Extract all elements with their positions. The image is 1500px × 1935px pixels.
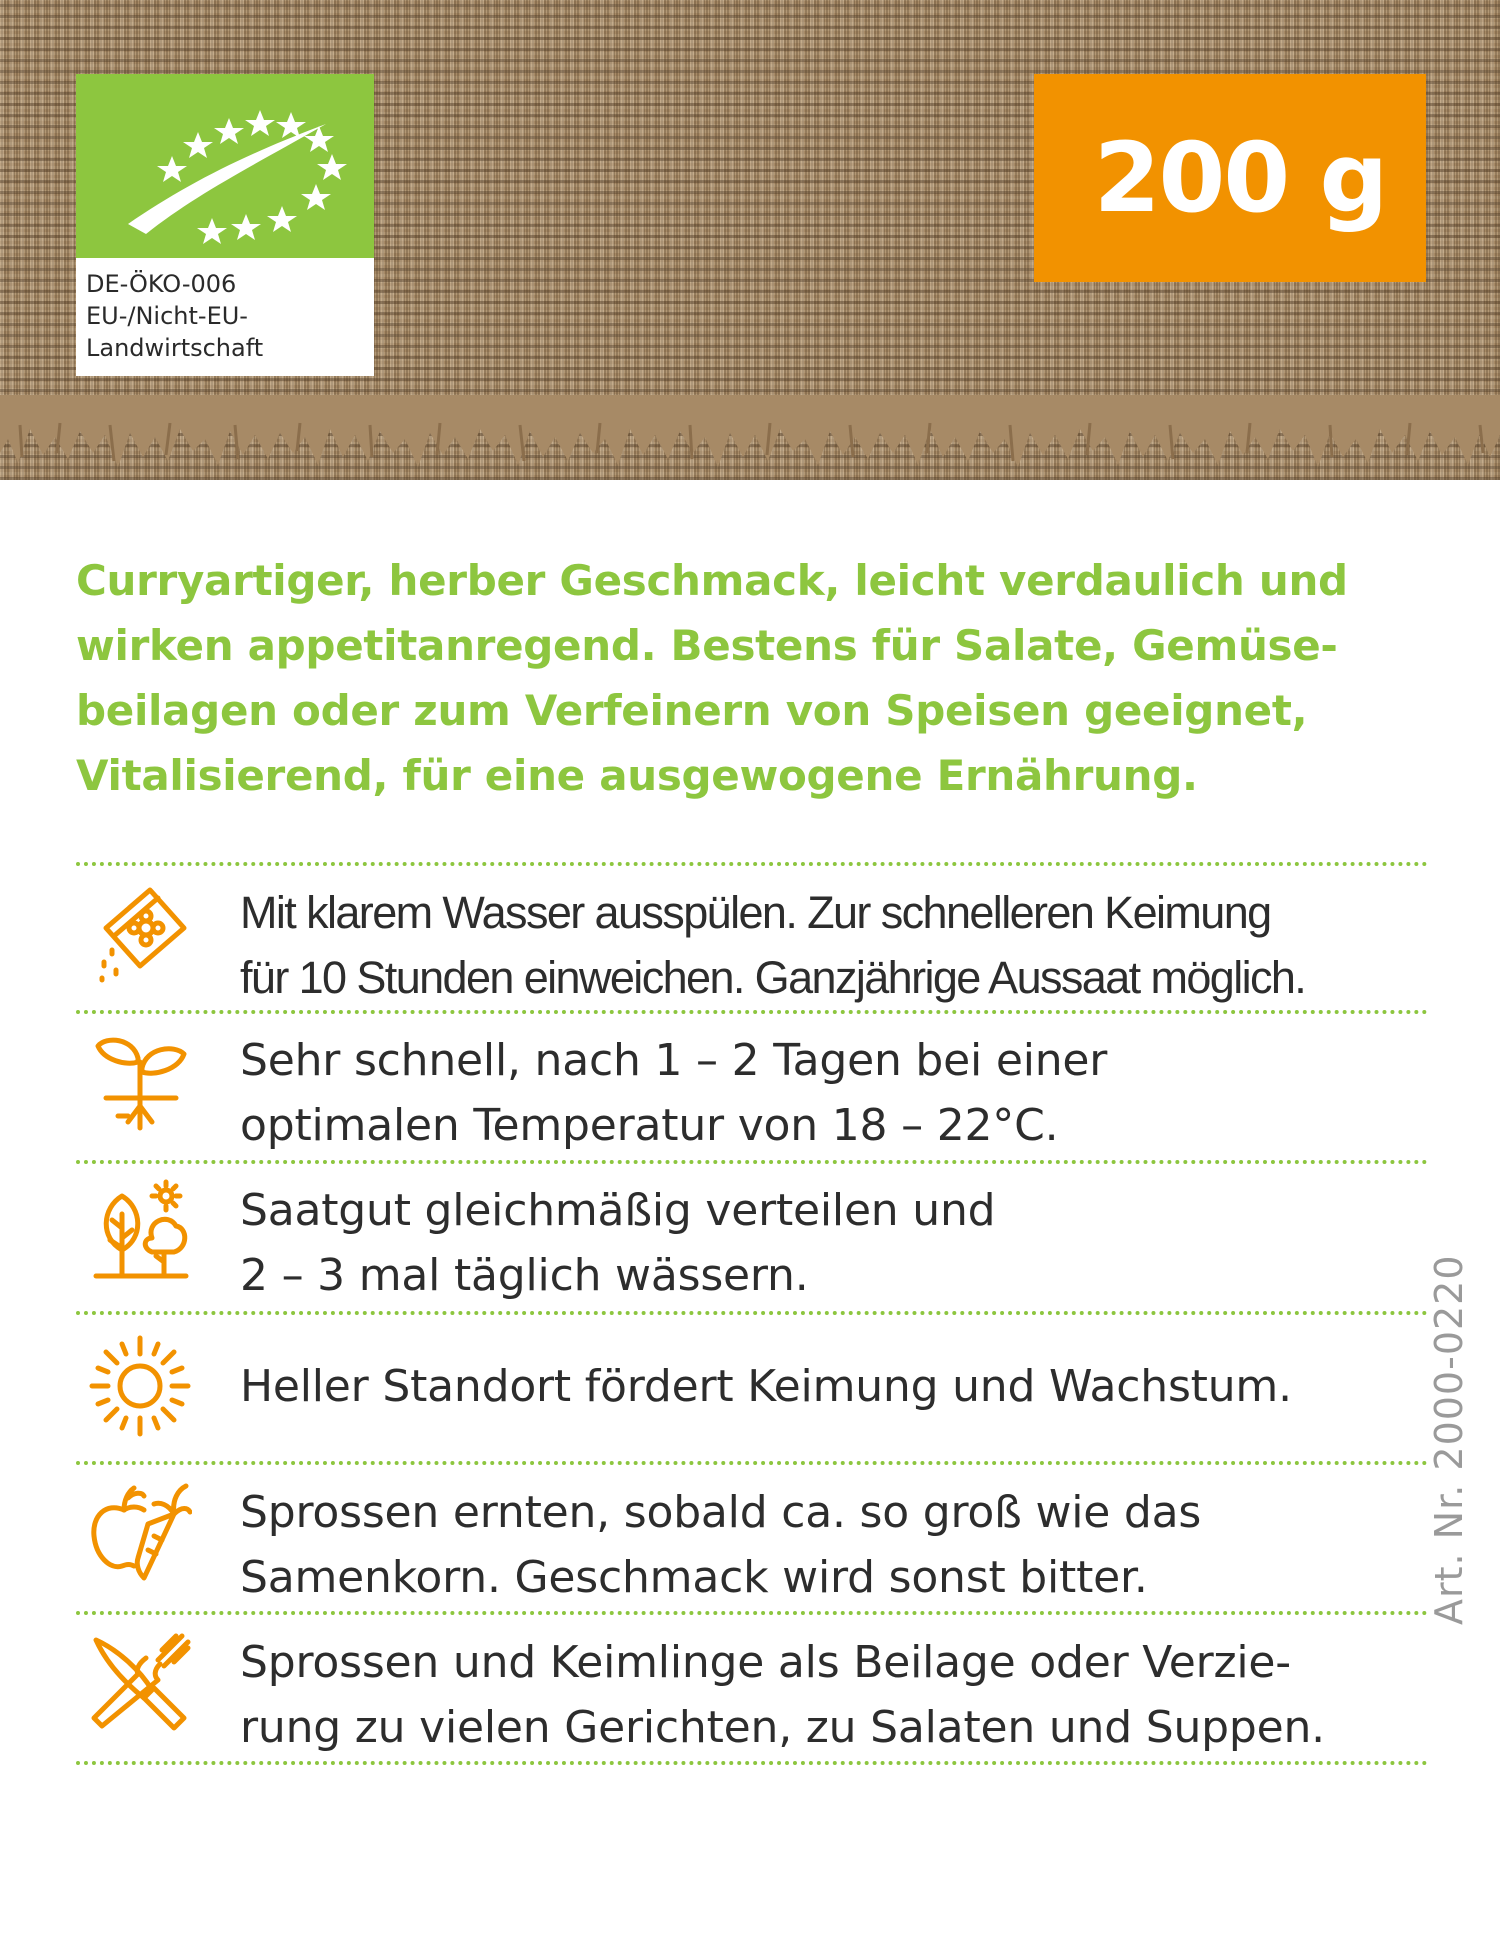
dotted-divider <box>76 1010 1428 1014</box>
instruction-germination <box>240 1028 1430 1158</box>
instruction-line: rung zu vielen Gerichten, zu Salaten und Suppen. <box>240 1702 1325 1753</box>
dotted-divider <box>76 1160 1428 1164</box>
description-line: wirken appetitanregend. Bestens für Salate, Gemüse- <box>76 621 1338 670</box>
dotted-divider <box>76 1761 1428 1765</box>
instruction-line: Heller Standort fördert Keimung und Wachstum. <box>240 1361 1292 1412</box>
instruction-line: Saatgut gleichmäßig verteilen und <box>240 1185 996 1236</box>
sun-icon <box>88 1334 192 1438</box>
dotted-divider <box>76 1311 1428 1315</box>
dotted-divider <box>76 1611 1428 1615</box>
trees-sun-icon <box>88 1178 192 1282</box>
description-line: Vitalisierend, für eine ausgewogene Ernährung. <box>76 751 1198 800</box>
instruction-line: Mit klarem Wasser ausspülen. Zur schnelleren Keimung <box>240 887 1271 938</box>
instruction-rinse <box>240 880 1430 1010</box>
article-number: Art. Nr. 2000-0220 <box>1427 1254 1471 1625</box>
instruction-line: 2 – 3 mal täglich wässern. <box>240 1250 809 1301</box>
dotted-divider <box>76 862 1428 866</box>
instruction-harvest <box>240 1480 1430 1610</box>
apple-carrot-icon <box>88 1480 192 1584</box>
burlap-fringe <box>0 395 1500 495</box>
eu-organic-logo <box>76 74 374 376</box>
instruction-line: Sehr schnell, nach 1 – 2 Tagen bei einer <box>240 1035 1108 1086</box>
eu-organic-code <box>86 268 371 364</box>
weight-label: 200 g <box>1093 122 1387 234</box>
weight-badge <box>1034 74 1426 282</box>
eu-organic-leaf-icon <box>76 74 374 258</box>
instruction-sowing <box>240 1178 1430 1308</box>
instruction-line: Sprossen ernten, sobald ca. so groß wie das <box>240 1487 1202 1538</box>
seed-packet-icon <box>88 880 192 984</box>
instruction-line: optimalen Temperatur von 18 – 22°C. <box>240 1100 1059 1151</box>
instruction-usage <box>240 1630 1430 1760</box>
eu-code-line: DE-ÖKO-006 <box>86 270 237 298</box>
instruction-line: Sprossen und Keimlinge als Beilage oder Verzie- <box>240 1637 1291 1688</box>
eu-code-line: Landwirtschaft <box>86 334 264 362</box>
product-description <box>76 548 1436 808</box>
dotted-divider <box>76 1461 1428 1465</box>
instruction-line: für 10 Stunden einweichen. Ganzjährige Aussaat möglich. <box>240 952 1306 1003</box>
instruction-location <box>240 1354 1430 1419</box>
description-line: Curryartiger, herber Geschmack, leicht verdaulich und <box>76 556 1348 605</box>
instruction-line: Samenkorn. Geschmack wird sonst bitter. <box>240 1552 1148 1603</box>
description-line: beilagen oder zum Verfeinern von Speisen geeignet, <box>76 686 1308 735</box>
knife-fork-icon <box>88 1630 192 1734</box>
sprout-icon <box>88 1028 192 1132</box>
eu-code-line: EU-/Nicht-EU- <box>86 302 248 330</box>
